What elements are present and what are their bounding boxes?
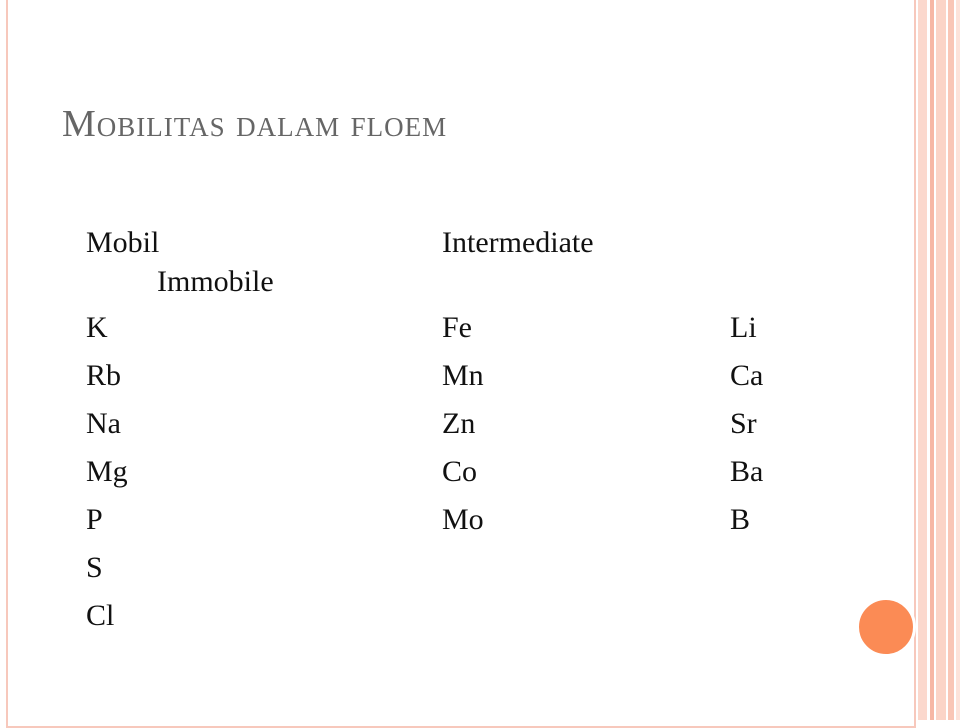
header-mobile: Mobil: [86, 226, 160, 259]
cell-mobile: P: [86, 503, 103, 536]
header-immobile: Immobile: [157, 265, 274, 298]
cell-intermediate: Zn: [442, 407, 476, 440]
table-row: [86, 304, 866, 352]
table-row: [86, 496, 866, 544]
cell-mobile: Mg: [86, 455, 128, 488]
cell-intermediate: Co: [442, 455, 478, 488]
side-stripe: [936, 0, 946, 720]
cell-immobile: Sr: [730, 407, 757, 440]
cell-immobile: Ba: [730, 455, 764, 488]
table-row: [86, 544, 866, 592]
table-header: [86, 218, 866, 304]
table-row: [86, 400, 866, 448]
cell-mobile: Na: [86, 407, 121, 440]
table-row: [86, 448, 866, 496]
cell-mobile: Rb: [86, 359, 122, 392]
side-stripe: [956, 0, 960, 720]
cell-immobile: B: [730, 503, 751, 536]
mobility-table: [86, 218, 866, 640]
side-stripe: [930, 0, 934, 720]
side-stripe: [948, 0, 954, 720]
side-stripe: [918, 0, 927, 720]
cell-mobile: Cl: [86, 599, 115, 632]
table-row: [86, 592, 866, 640]
cell-mobile: S: [86, 551, 103, 584]
cell-mobile: K: [86, 311, 108, 344]
cell-immobile: Ca: [730, 359, 764, 392]
cell-intermediate: Fe: [442, 311, 472, 344]
header-intermediate: Intermediate: [442, 226, 594, 259]
slide-title: Mobilitas dalam floem: [62, 103, 448, 145]
cell-intermediate: Mn: [442, 359, 484, 392]
cell-intermediate: Mo: [442, 503, 484, 536]
cell-immobile: Li: [730, 311, 757, 344]
table-row: [86, 352, 866, 400]
